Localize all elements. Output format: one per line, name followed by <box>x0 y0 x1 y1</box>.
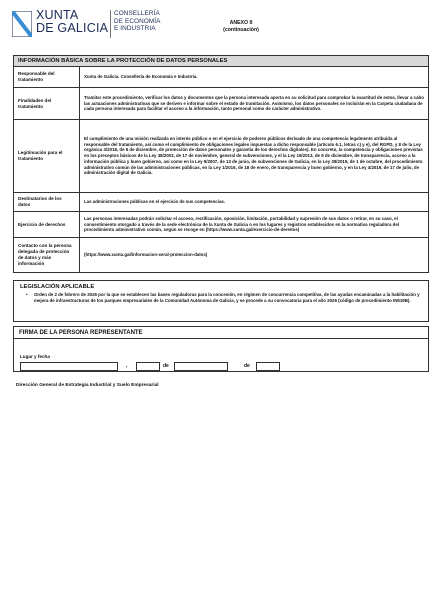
privacy-info-link[interactable]: (https://www.xunta.gal/informacion-xeral-proteccion-datos) <box>84 252 208 258</box>
legislation-title: LEGISLACIÓN APLICABLE <box>20 284 95 290</box>
place-date-label: Lugar y fecha <box>20 354 50 359</box>
logo-xunta-text: XUNTA DE GALICIA <box>36 8 109 35</box>
row-label: Ejercicio de derechos <box>14 212 80 237</box>
place-field[interactable] <box>20 362 118 371</box>
month-field[interactable] <box>174 362 228 371</box>
data-protection-title: INFORMACIÓN BÁSICA SOBRE LA PROTECCIÓN DE DATOS PERSONALES <box>14 56 428 67</box>
row-label: Legitimación para el tratamiento <box>14 120 80 192</box>
separator-de-1: de <box>163 363 169 369</box>
year-field[interactable] <box>256 362 280 371</box>
legislation-section <box>13 280 429 322</box>
table-row <box>14 67 428 88</box>
bullet-icon: • <box>26 292 28 297</box>
list-item <box>20 292 422 304</box>
row-value: El cumplimiento de una misión realizada en interés público o en el ejercicio de poderes públicos derivado de una competencia legalmente atribuida al responsable del tratamiento, así como el cumplimiento de obligaciones legales impuestas a dicho responsable (artículo 6.1, letras c) y e), del RGPD, y 8 de la Ley orgánica 3/2018, de 5 de diciembre, de protección de datos personales y garantía de los derechos digitales). En concreto, la competencia y obligaciones previstas en los preceptos básicos de la Ley 38/2003, de 17 de noviembre, general de subvenciones, y el la Ley 19/2013, de 9 de diciembre, de transparencia, acceso a la información pública y buen gobierno, así como en la Ley 9/2007, de 13 de junio, de subvenciones de Galicia, en la Ley 39/2015, de 1 de octubre, del procedimiento administrativo común de las administraciones públicas, en la Ley 1/2016, de 18 de enero, de transparencia y buen gobierno, y en la Ley 4/2019, de 17 de julio, de administración digital de Galicia. <box>84 135 423 176</box>
row-value <box>80 238 428 272</box>
row-label: Finalidades del tratamiento <box>14 88 80 119</box>
row-label: Destinatarios de los datos <box>14 193 80 211</box>
row-value: Las personas interesadas podrán solicitar el acceso, rectificación, oposición, limitación, portabilidad y supresión de sus datos o retirar, en su caso, el consentimiento otorgado a través de la sede electrónica de la Xunta de Galicia o en los lugares y registros establecidos en la normativa reguladora del procedimiento administrativo común, según se recoge en (https://www.xunta.gal/exercicio-de-dereitos) <box>84 215 400 233</box>
data-protection-table <box>13 55 429 273</box>
row-value: Xunta de Galicia. Consellería de Economía e Industria. <box>84 74 198 80</box>
table-row <box>14 212 428 238</box>
table-row <box>14 120 428 193</box>
logo-conselleria-text: CONSELLERÍA DE ECONOMÍA E INDUSTRIA <box>114 10 161 32</box>
table-row <box>14 238 428 272</box>
separator-de-2: de <box>244 363 250 369</box>
annex-subtitle: (continuación) <box>223 27 259 33</box>
row-value: Las administraciones públicas en el ejercicio de sus competencias. <box>84 199 226 205</box>
xunta-logo <box>12 7 172 41</box>
separator-comma: , <box>126 363 128 369</box>
table-row <box>14 88 428 120</box>
row-label: Responsable del tratamiento <box>14 67 80 87</box>
day-field[interactable] <box>136 362 160 371</box>
galicia-flag-icon <box>12 11 32 37</box>
annex-title: ANEXO II <box>229 20 253 26</box>
row-value: Tramitar este procedimiento, verificar los datos y documentos que la persona interesada aporta en su solicitud para comprobar la exactitud de estos, llevar a cabo las actuaciones administrativas que se deriven e informar sobre el estado de tramitación. Asimismo, los datos personales se incluirán en la Carpeta ciudadana de cada persona interesada para facilitar el acceso a la información, tanto personal como de carácter administrativo. <box>84 94 424 112</box>
footer-department: Dirección General de Estrategia Industrial y Suelo Empresarial <box>16 383 159 388</box>
legislation-item-text: Orden de 2 de febrero de 2026 por la que se establecen las bases reguladoras para la concesión, en régimen de concurrencia competitiva, de las ayudas encaminadas a la habilitación y mejora de infraestructuras de los parques empresariales de la Comunidad Autónoma de Galicia, y se procede a su convocatoria para el año 2026 (código de procedimiento IN519B). <box>34 292 420 303</box>
annex-heading <box>206 20 276 34</box>
row-label: Contacto con la persona delegada de protección de datos y más información <box>14 238 80 272</box>
table-row <box>14 193 428 212</box>
signature-title: FIRMA DE LA PERSONA REPRESENTANTE <box>14 327 428 339</box>
signature-section <box>13 326 429 372</box>
logo-divider <box>110 10 111 38</box>
